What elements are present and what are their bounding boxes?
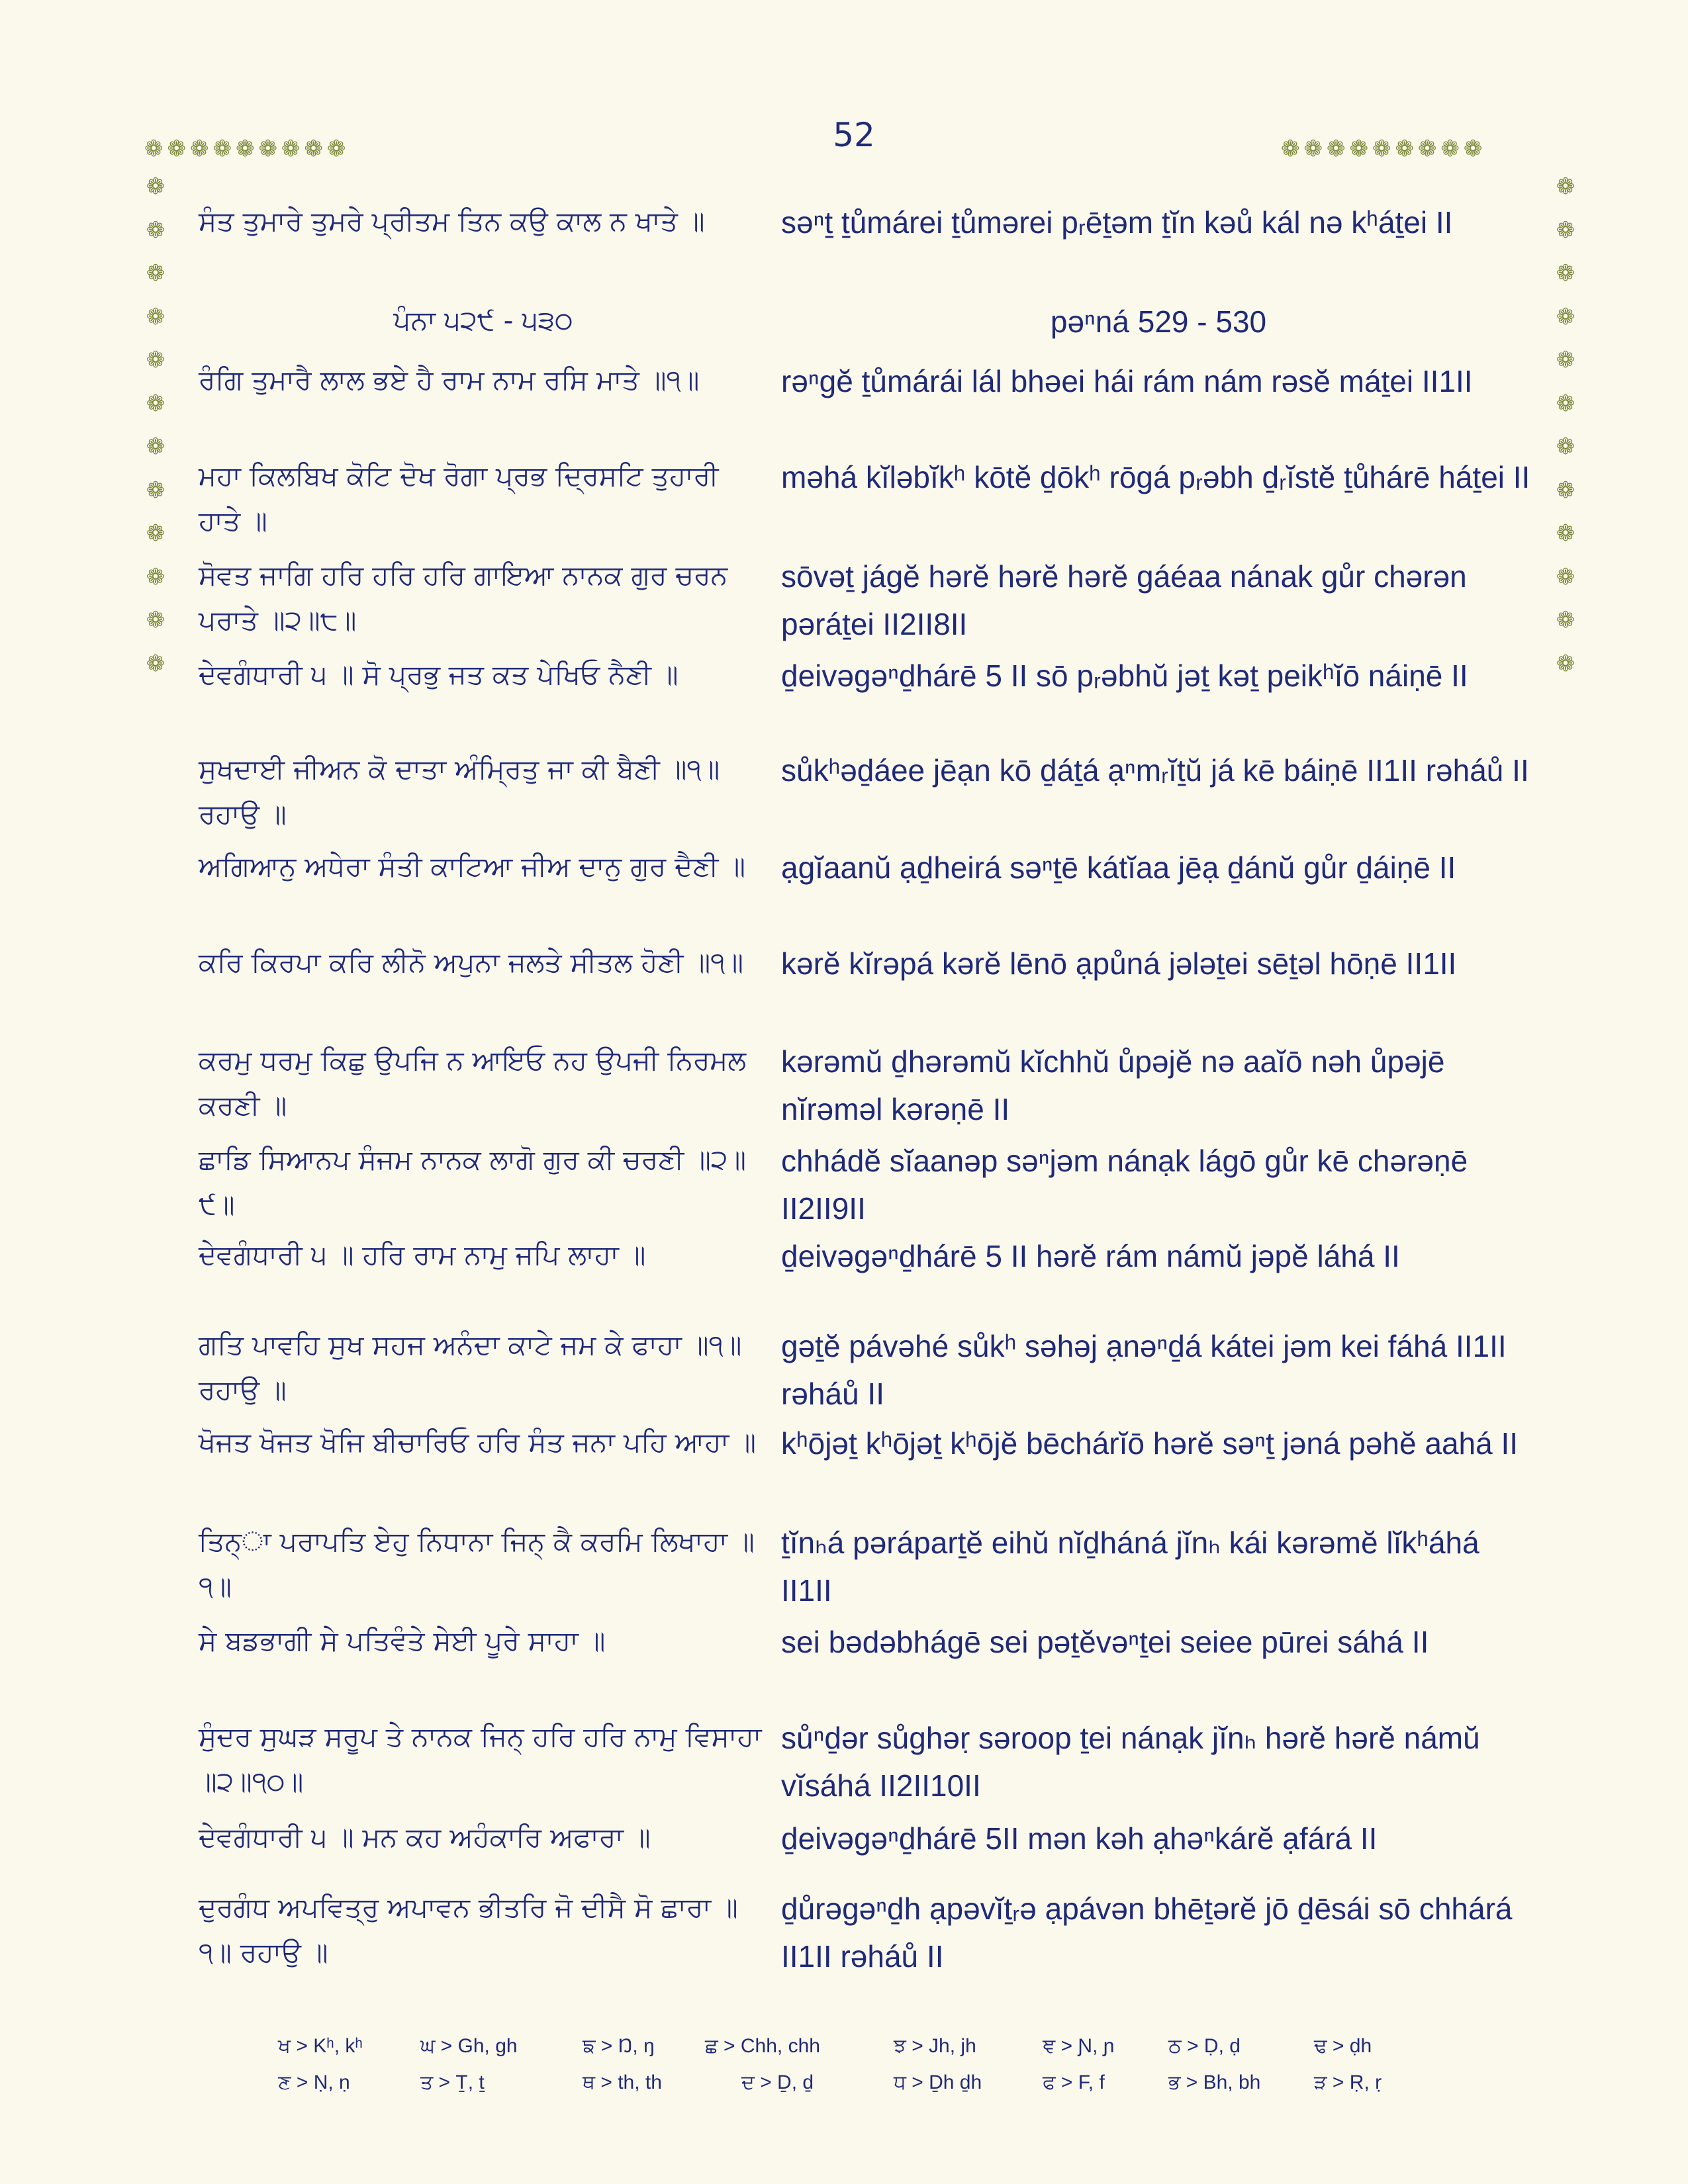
legend-item: ਞ > Ɲ, ɲ — [1043, 2035, 1115, 2057]
transliteration-text: rəⁿgĕ ṯůmárái lál bhəei hái rám nám rəsĕ máṯei II1II — [781, 364, 1473, 398]
transliteration-text: məhá kĭləbĭkʰ kōtĕ ḏōkʰ rōgá pᵣəbh ḏᵣĭstĕ ṯůhárē háṯei II — [781, 460, 1530, 494]
transliteration-text: chhádĕ sĭaanəp səⁿjəm nánạk lágō gůr kē chərəṇē II2II9II — [781, 1144, 1468, 1226]
transliteration-text: ạgĭaanŭ ạḏheirá səⁿṯē kátĭaa jēạ ḏánŭ gůr ḏáiṇē II — [781, 850, 1456, 885]
legend-item: ਢ > ḍh — [1314, 2035, 1372, 2057]
flower-ornament-top-left: ❁❁❁❁❁❁❁❁❁ — [144, 136, 350, 162]
gurmukhi-text: ਦੇਵਗੰਧਾਰੀ ੫ ॥ ਹਰਿ ਰਾਮ ਨਾਮੁ ਜਪਿ ਲਾਹਾ ॥ — [199, 1239, 646, 1271]
transliteration-text: ṯĭnₕá pəráparṯĕ eihŭ nĭḏháná jĭnₕ kái kərəmĕ lĭkʰáhá II1II — [781, 1525, 1479, 1608]
gurmukhi-text: ਗਤਿ ਪਾਵਹਿ ਸੁਖ ਸਹਜ ਅਨੰਦਾ ਕਾਟੇ ਜਮ ਕੇ ਫਾਹਾ ॥੧॥ ਰਹਾਉ ॥ — [199, 1329, 742, 1406]
gurmukhi-text: ਸੋਵਤ ਜਾਗਿ ਹਰਿ ਹਰਿ ਹਰਿ ਗਾਇਆ ਨਾਨਕ ਗੁਰ ਚਰਨ ਪਰਾਤੇ ॥੨॥੮॥ — [199, 559, 728, 636]
legend-item: ੜ > Ṛ, ṛ — [1314, 2071, 1382, 2093]
legend-item: ਦ > Ḏ, ḏ — [741, 2071, 814, 2093]
transliteration-text: ḏeivəgəⁿḏhárē 5 II hərĕ rám námŭ jəpĕ láhá II — [781, 1239, 1400, 1273]
legend-item: ਭ > Bh, bh — [1168, 2071, 1261, 2093]
page-number: 52 — [833, 116, 875, 154]
transliteration-text: ḏůrəgəⁿḏh ạpəvĭṯᵣə ạpávən bhēṯərĕ jō ḏēsái sō chhárá II1II rəháů II — [781, 1891, 1513, 1974]
legend-item: ਝ > Jh, jh — [894, 2035, 976, 2057]
gurmukhi-text: ਕਰਿ ਕਿਰਪਾ ਕਰਿ ਲੀਨੋ ਅਪੁਨਾ ਜਲਤੇ ਸੀਤਲ ਹੋਣੀ ॥੧॥ — [199, 946, 743, 978]
legend-item: ਛ > Chh, chh — [705, 2035, 820, 2057]
transliteration-text: kərĕ kĭrəpá kərĕ lēnō ạpůná jələṯei sēṯəl hōṇē II1II — [781, 946, 1457, 981]
gurmukhi-text: ਦੇਵਗੰਧਾਰੀ ੫ ॥ ਮਨ ਕਹ ਅਹੰਕਾਰਿ ਅਫਾਰਾ ॥ — [199, 1821, 651, 1853]
transliteration-text: gəṯĕ pávəhé sůkʰ səhəj ạnəⁿḏá kátei jəm kei fáhá II1II rəháů II — [781, 1329, 1507, 1411]
transliteration-text: ḏeivəgəⁿḏhárē 5II mən kəh ạhəⁿkárĕ ạfárá II — [781, 1821, 1378, 1856]
flower-ornament-top-right: ❁❁❁❁❁❁❁❁❁ — [1281, 136, 1487, 162]
legend-item: ਧ > Ḏh ḏh — [894, 2071, 982, 2093]
gurmukhi-text: ਸੇ ਬਡਭਾਗੀ ਸੇ ਪਤਿਵੰਤੇ ਸੇਈ ਪੂਰੇ ਸਾਹਾ ॥ — [199, 1625, 606, 1657]
gurmukhi-text: ਪੰਨਾ ੫੨੯ - ੫੩੦ — [393, 304, 573, 336]
gurmukhi-text: ਖੋਜਤ ਖੋਜਤ ਖੋਜਿ ਬੀਚਾਰਿਓ ਹਰਿ ਸੰਤ ਜਨਾ ਪਹਿ ਆਹਾ ॥ — [199, 1426, 756, 1458]
gurmukhi-text: ਦੇਵਗੰਧਾਰੀ ੫ ॥ ਸੋ ਪ੍ਰਭੁ ਜਤ ਕਤ ਪੇਖਿਓ ਨੈਣੀ ॥ — [199, 659, 679, 690]
transliteration-text: pəⁿná 529 - 530 — [1050, 304, 1267, 339]
legend-item: ਫ > F, f — [1043, 2071, 1105, 2093]
legend-item: ਠ > Ḍ, ḍ — [1168, 2035, 1241, 2057]
gurmukhi-text: ਛਾਡਿ ਸਿਆਨਪ ਸੰਜਮ ਨਾਨਕ ਲਾਗੋ ਗੁਰ ਕੀ ਚਰਣੀ ॥੨॥੯॥ — [199, 1144, 747, 1220]
transliteration-text: sei bədəbhágē sei pəṯĕvəⁿṯei seiee pūrei sáhá II — [781, 1625, 1429, 1659]
transliteration-text: sōvəṯ jágĕ hərĕ hərĕ hərĕ gáéaa nának gůr chərən pəráṯei II2II8II — [781, 559, 1467, 641]
flower-ornament-right-column: ❁ ❁ ❁ ❁ ❁ ❁ ❁ ❁ ❁ ❁ ❁ ❁ — [1556, 173, 1575, 677]
gurmukhi-text: ਮਹਾ ਕਿਲਬਿਖ ਕੋਟਿ ਦੋਖ ਰੋਗਾ ਪ੍ਰਭ ਦ੍ਰਿਸਟਿ ਤੁਹਾਰੀ ਹਾਤੇ ॥ — [199, 460, 719, 537]
gurmukhi-text: ਸੁੰਦਰ ਸੁਘੜ ਸਰੂਪ ਤੇ ਨਾਨਕ ਜਿਨ੍ ਹਰਿ ਹਰਿ ਨਾਮੁ ਵਿਸਾਹਾ ॥੨॥੧੦॥ — [199, 1721, 762, 1797]
legend-item: ਖ > Kʰ, kʰ — [278, 2035, 363, 2057]
gurmukhi-text: ਸੰਤ ਤੁਮਾਰੇ ਤੁਮਰੇ ਪ੍ਰੀਤਮ ਤਿਨ ਕਉ ਕਾਲ ਨ ਖਾਤੇ ॥ — [199, 205, 705, 237]
legend-item: ਤ > Ṯ, ṯ — [420, 2071, 485, 2093]
legend-item: ਥ > th, th — [583, 2071, 662, 2093]
gurmukhi-text: ਸੁਖਦਾਈ ਜੀਅਨ ਕੋ ਦਾਤਾ ਅੰਮ੍ਰਿਤੁ ਜਾ ਕੀ ਬੈਣੀ ॥੧॥ ਰਹਾਉ ॥ — [199, 753, 720, 830]
gurmukhi-text: ਕਰਮੁ ਧਰਮੁ ਕਿਛੁ ਉਪਜਿ ਨ ਆਇਓ ਨਹ ਉਪਜੀ ਨਿਰਮਲ ਕਰਣੀ ॥ — [199, 1044, 747, 1121]
gurmukhi-text: ਤਿਨ੍ਾ ਪਰਾਪਤਿ ਏਹੁ ਨਿਧਾਨਾ ਜਿਨ੍ ਕੈ ਕਰਮਿ ਲਿਖਾਹਾ ॥੧॥ — [199, 1525, 755, 1602]
legend-item: ਙ > Ŋ, ŋ — [583, 2035, 655, 2057]
transliteration-text: sůⁿḏər sůghəṛ səroop ṯei nánạk jĭnₕ hərĕ hərĕ námŭ vĭsáhá II2II10II — [781, 1721, 1480, 1803]
transliteration-text: kʰōjəṯ kʰōjəṯ kʰōjĕ bēchárĭō hərĕ səⁿṯ jəná pəhĕ aahá II — [781, 1426, 1519, 1461]
transliteration-text: səⁿṯ ṯůmárei ṯůmərei pᵣēṯəm ṯĭn kəů kál nə kʰáṯei II — [781, 205, 1453, 240]
legend-item: ਣ > Ṇ, ṇ — [278, 2071, 350, 2093]
gurmukhi-text: ਰੰਗਿ ਤੁਮਾਰੈ ਲਾਲ ਭਏ ਹੈ ਰਾਮ ਨਾਮ ਰਸਿ ਮਾਤੇ ॥੧॥ — [199, 364, 700, 396]
gurmukhi-text: ਦੁਰਗੰਧ ਅਪਵਿਤ੍ਰੁ ਅਪਾਵਨ ਭੀਤਰਿ ਜੋ ਦੀਸੈ ਸੋ ਛਾਰਾ ॥੧॥ ਰਹਾਉ ॥ — [199, 1891, 738, 1968]
gurmukhi-text: ਅਗਿਆਨੁ ਅਧੇਰਾ ਸੰਤੀ ਕਾਟਿਆ ਜੀਅ ਦਾਨੁ ਗੁਰ ਦੈਣੀ ॥ — [199, 850, 746, 882]
transliteration-text: kərəmŭ ḏhərəmŭ kĭchhŭ ůpəjĕ nə aaĭō nəh ůpəjē nĭrəməl kərəṇē II — [781, 1044, 1445, 1126]
transliteration-text: ḏeivəgəⁿḏhárē 5 II sō pᵣəbhŭ jəṯ kəṯ peikʰĭō náiṇē II — [781, 659, 1468, 693]
transliteration-text: sůkʰəḏáee jēạn kō ḏáṯá ạⁿmᵣĭṯŭ já kē báiṇē II1II rəháů II — [781, 753, 1529, 788]
flower-ornament-left-column: ❁ ❁ ❁ ❁ ❁ ❁ ❁ ❁ ❁ ❁ ❁ ❁ — [146, 173, 165, 677]
legend-item: ਘ > Gh, gh — [420, 2035, 518, 2057]
